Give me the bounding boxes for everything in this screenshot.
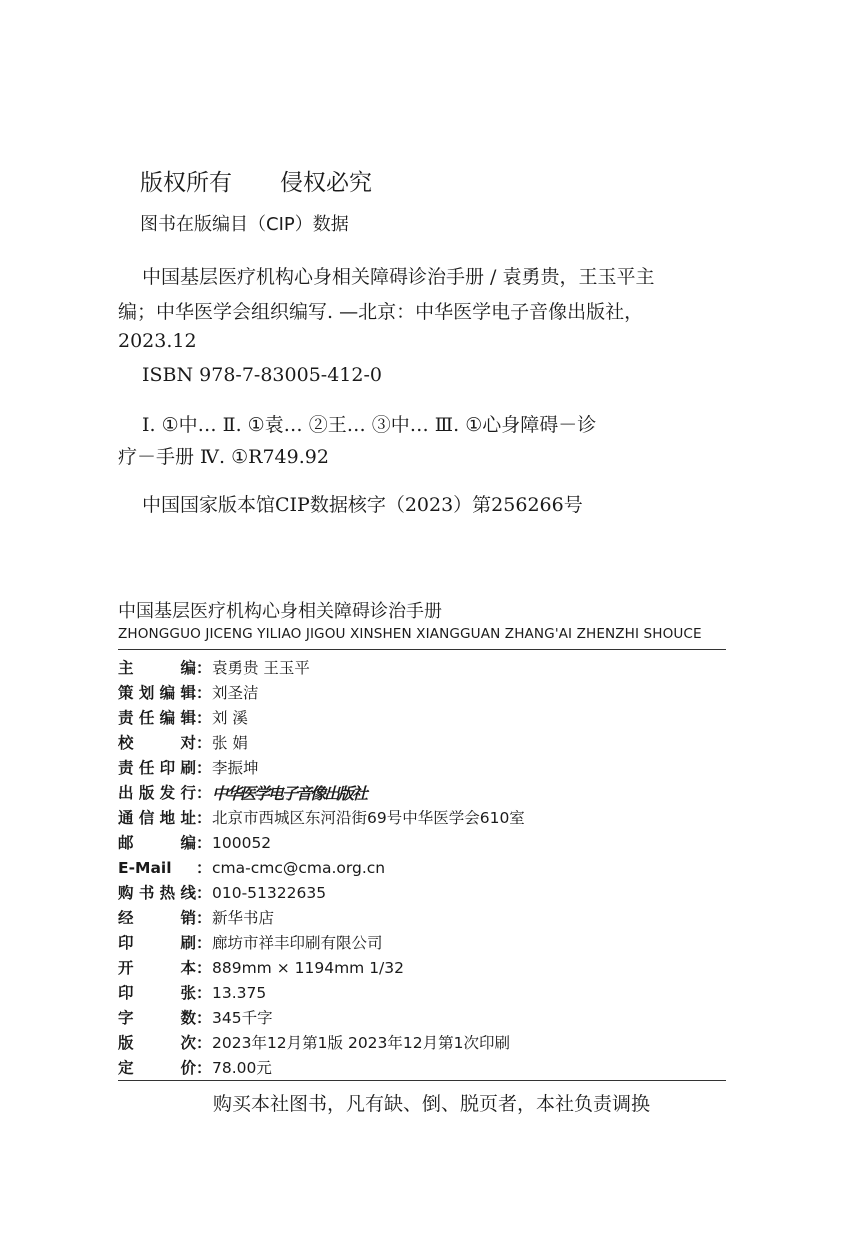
info-label-char: 邮 (118, 834, 134, 852)
cip-line-1: 中国基层医疗机构心身相关障碍诊治手册 / 袁勇贵，王玉平主 (142, 266, 655, 288)
info-label-char: 信 (138, 809, 155, 827)
info-value: 张 娟 (212, 734, 248, 752)
info-row (118, 956, 726, 981)
info-colon: ： (196, 684, 212, 702)
info-label-char: 定 (118, 1059, 134, 1077)
info-value: 78.00元 (212, 1059, 272, 1077)
info-row (118, 856, 726, 881)
info-label-char: 刷 (180, 934, 196, 952)
info-label (118, 731, 196, 756)
info-label-char: 行 (180, 784, 196, 802)
info-label-char: 字 (118, 1009, 134, 1027)
info-row (118, 906, 726, 931)
info-colon: ： (196, 934, 212, 952)
info-value: cma-cmc@cma.org.cn (212, 859, 386, 877)
info-label (118, 881, 196, 906)
info-label (118, 981, 196, 1006)
book-title-pinyin: ZHONGGUO JICENG YILIAO JIGOU XINSHEN XIANGGUAN ZHANG'AI ZHENZHI SHOUCE (118, 626, 702, 642)
rights-reserved: 版权所有 (140, 170, 232, 196)
info-colon: ： (196, 759, 212, 777)
info-label-char: 任 (138, 759, 155, 777)
info-label-char: 线 (180, 884, 196, 902)
info-row (118, 831, 726, 856)
info-label (118, 706, 196, 731)
info-colon: ： (196, 1009, 212, 1027)
publisher-logotype: 中华医学电子音像出版社 (212, 784, 367, 803)
copyright-notice (140, 164, 372, 197)
info-value: 2023年12月第1版 2023年12月第1次印刷 (212, 1034, 510, 1052)
info-colon: ： (196, 1034, 212, 1052)
info-value: 010-51322635 (212, 884, 327, 902)
classification-line-2: 疗－手册 Ⅳ. ①R749.92 (118, 446, 329, 468)
book-title: 中国基层医疗机构心身相关障碍诊治手册 (118, 601, 442, 622)
info-label-char: 校 (118, 734, 134, 752)
info-label-char: 策 (118, 684, 134, 702)
info-row (118, 881, 726, 906)
info-value: 刘 溪 (212, 709, 248, 727)
info-row (118, 981, 726, 1006)
info-label-char: 责 (118, 709, 134, 727)
info-label-char: 辑 (180, 709, 196, 727)
info-label (118, 1031, 196, 1056)
info-label (118, 956, 196, 981)
info-label-char: 次 (180, 1034, 196, 1052)
info-label-char: 版 (118, 1034, 134, 1052)
info-label-char: 通 (118, 809, 134, 827)
info-label (118, 806, 196, 831)
info-label (118, 931, 196, 956)
info-label (118, 756, 196, 781)
info-label-char: 主 (118, 659, 134, 677)
info-row (118, 781, 726, 806)
info-value: 889mm × 1194mm 1/32 (212, 959, 405, 977)
publication-info-table (118, 656, 726, 1081)
info-colon: ： (196, 809, 212, 827)
info-label-char: 编 (180, 834, 196, 852)
info-label-char: 刷 (180, 759, 196, 777)
info-colon: ： (196, 1059, 212, 1077)
info-value: 廊坊市祥丰印刷有限公司 (212, 934, 383, 952)
top-rule (118, 649, 726, 650)
info-label-char: 经 (118, 909, 134, 927)
info-label-char: 印 (118, 984, 134, 1002)
info-label-char: 责 (118, 759, 134, 777)
info-value: 袁勇贵 王玉平 (212, 659, 310, 677)
info-colon: ： (196, 659, 212, 677)
cip-line-3: 2023.12 (118, 330, 197, 352)
info-value: 345千字 (212, 1009, 273, 1027)
info-label-char: 购 (118, 884, 134, 902)
info-label-char: 数 (180, 1009, 196, 1027)
info-colon: ： (196, 884, 212, 902)
info-label-char: 印 (159, 759, 176, 777)
info-label-char: 辑 (180, 684, 196, 702)
info-label (118, 1006, 196, 1031)
info-row (118, 931, 726, 956)
info-label (118, 906, 196, 931)
info-row (118, 731, 726, 756)
cip-line-2: 编；中华医学会组织编写. —北京：中华医学电子音像出版社， (118, 301, 644, 323)
info-label-char: 热 (159, 884, 176, 902)
info-label (118, 831, 196, 856)
infringement-notice: 侵权必究 (280, 170, 372, 196)
cip-heading: 图书在版编目（CIP）数据 (140, 214, 349, 235)
info-label-char: 张 (180, 984, 196, 1002)
cip-record-number: 中国国家版本馆CIP数据核字（2023）第256266号 (142, 494, 583, 516)
info-label (118, 781, 196, 806)
info-colon: ： (196, 984, 212, 1002)
info-label (118, 1056, 196, 1081)
info-value: 新华书店 (212, 909, 275, 927)
info-colon: ： (196, 734, 212, 752)
info-colon: ： (196, 959, 212, 977)
info-row (118, 806, 726, 831)
info-colon: ： (196, 859, 212, 877)
info-label-char: 地 (159, 809, 176, 827)
info-label-char: 址 (180, 809, 196, 827)
replacement-notice: 购买本社图书，凡有缺、倒、脱页者，本社负责调换 (212, 1093, 650, 1115)
info-row (118, 706, 726, 731)
info-label-char: 书 (138, 884, 155, 902)
info-label-char: 编 (180, 659, 196, 677)
info-colon: ： (196, 709, 212, 727)
info-label-char: 编 (159, 684, 176, 702)
info-colon: ： (196, 909, 212, 927)
info-label-char: 印 (118, 934, 134, 952)
info-value: 刘圣洁 (212, 684, 259, 702)
classification-line-1: Ⅰ. ①中… Ⅱ. ①袁… ②王… ③中… Ⅲ. ①心身障碍－诊 (142, 414, 597, 436)
info-row (118, 656, 726, 681)
info-value: 李振坤 (212, 759, 259, 777)
info-colon: ： (196, 784, 212, 802)
info-value: 13.375 (212, 984, 267, 1002)
bottom-rule (118, 1080, 726, 1081)
info-label-char: 发 (159, 784, 176, 802)
info-label-char: 价 (180, 1059, 196, 1077)
info-label-char: 版 (138, 784, 155, 802)
info-label-char: 任 (138, 709, 155, 727)
info-label-char: 编 (159, 709, 176, 727)
info-label-char: 出 (118, 784, 134, 802)
info-label-char: E-Mail (118, 859, 172, 877)
info-colon: ： (196, 834, 212, 852)
info-label (118, 681, 196, 706)
info-label-char: 划 (138, 684, 155, 702)
info-label-char: 开 (118, 959, 134, 977)
info-label (118, 656, 196, 681)
info-label-char: 对 (180, 734, 196, 752)
info-row (118, 681, 726, 706)
info-label (118, 856, 196, 881)
info-row (118, 1056, 726, 1081)
info-value: 100052 (212, 834, 272, 852)
isbn: ISBN 978-7-83005-412-0 (142, 364, 382, 386)
info-row (118, 1031, 726, 1056)
info-row (118, 756, 726, 781)
info-value: 北京市西城区东河沿街69号中华医学会610室 (212, 809, 525, 827)
info-label-char: 销 (180, 909, 196, 927)
info-label-char: 本 (180, 959, 196, 977)
info-row (118, 1006, 726, 1031)
